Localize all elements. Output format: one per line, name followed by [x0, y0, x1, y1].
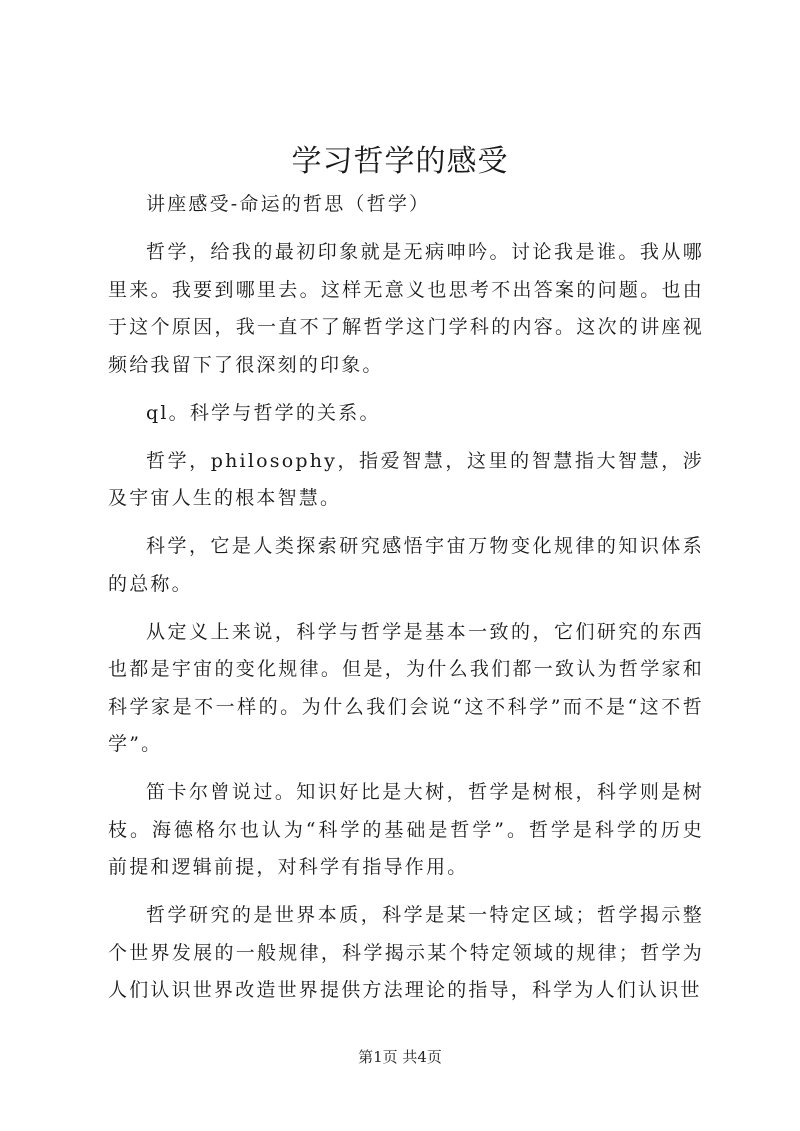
paragraph: 哲学，philosophy，指爱智慧，这里的智慧指大智慧，涉及宇宙人生的根本智慧。	[108, 449, 704, 509]
document-title: 学习哲学的感受	[291, 144, 509, 179]
paragraph: 哲学研究的是世界本质，科学是某一特定区域；哲学揭示整个世界发展的一般规律，科学揭示某个特定领域的规律；哲学为人们认识世界改造世界提供方法理论的指导，科学为人们认识世	[108, 904, 704, 1001]
paragraph: 笛卡尔曾说过。知识好比是大树，哲学是树根，科学则是树枝。海德格尔也认为“科学的基础是哲学”。哲学是科学的历史前提和逻辑前提，对科学有指导作用。	[108, 781, 704, 878]
paragraph: ql。科学与哲学的关系。	[146, 401, 381, 424]
document-body	[108, 186, 704, 1020]
paragraph: 讲座感受-命运的哲思（哲学）	[146, 193, 431, 215]
page-number-footer: 第1页 共4页	[358, 1048, 442, 1066]
paragraph: 从定义上来说，科学与哲学是基本一致的，它们研究的东西也都是宇宙的变化规律。但是，为什么我们都一致认为哲学家和科学家是不一样的。为什么我们会说“这不科学”而不是“这不哲学”。	[108, 620, 704, 755]
paragraph: 哲学，给我的最初印象就是无病呻吟。讨论我是谁。我从哪里来。我要到哪里去。这样无意义也思考不出答案的问题。也由于这个原因，我一直不了解哲学这门学科的内容。这次的讲座视频给我留下了很深刻的印象。	[108, 241, 704, 376]
paragraph: 科学，它是人类探索研究感悟宇宙万物变化规律的知识体系的总称。	[108, 535, 704, 595]
